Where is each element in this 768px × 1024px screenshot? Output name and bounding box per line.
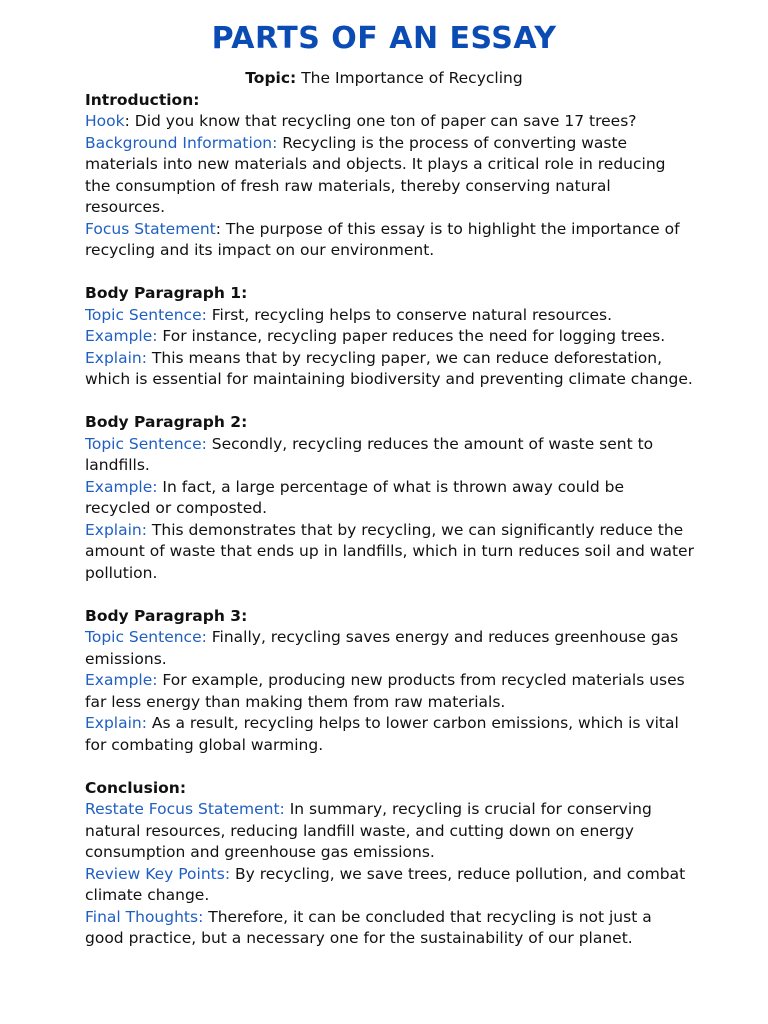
entry-text: As a result, recycling helps to lower carbon emissions, which is vital for combating global warming. (85, 714, 679, 754)
section-heading: Conclusion: (85, 778, 187, 797)
entry-topic-sentence (85, 434, 694, 477)
section-body-paragraph-1 (85, 283, 694, 391)
entry-text: : The purpose of this essay is to highlight the importance of recycling and its impact on our environment. (85, 219, 680, 259)
entry-text: First, recycling helps to conserve natural resources. (206, 305, 613, 324)
entry-label: Example: (85, 671, 158, 689)
section-heading: Body Paragraph 3: (85, 606, 248, 625)
entry-text: Therefore, it can be concluded that recycling is not just a good practice, but a necessary one for the sustainability of our planet. (85, 907, 652, 947)
entry-explain (85, 713, 694, 756)
topic-value: The Importance of Recycling (301, 69, 523, 87)
topic-line (74, 68, 694, 90)
entry-label: Explain: (85, 714, 147, 732)
entry-example (85, 326, 694, 348)
section-spacer (85, 391, 694, 413)
page-title: PARTS OF AN ESSAY (211, 21, 557, 56)
entry-label: Hook (85, 112, 125, 130)
entry-label: Background Information: (85, 133, 278, 152)
section-spacer (85, 756, 694, 778)
entry-topic-sentence (85, 305, 694, 327)
section-conclusion (85, 778, 694, 950)
section-body-paragraph-3 (85, 606, 694, 757)
entry-label: Restate Focus Statement: (85, 800, 285, 818)
section-heading: Body Paragraph 1: (85, 284, 248, 302)
entry-hook (85, 111, 694, 133)
entry-restate-focus-statement (85, 799, 694, 864)
entry-label: Explain: (85, 520, 147, 539)
entry-text: By recycling, we save trees, reduce pollution, and combat climate change. (85, 864, 686, 904)
entry-text: Recycling is the process of converting waste materials into new materials and objects. It plays a critical role in reducing the consumption of fresh raw materials, thereby conserving natural resources. (85, 133, 666, 216)
entry-text: For instance, recycling paper reduces the need for logging trees. (157, 327, 666, 345)
entry-text: Secondly, recycling reduces the amount of waste sent to landfills. (85, 434, 654, 474)
entry-explain (85, 348, 694, 391)
entry-text: This demonstrates that by recycling, we can significantly reduce the amount of waste that ends up in landfills, which in turn reduces soil and water pollution. (85, 520, 694, 582)
section-heading: Body Paragraph 2: (85, 413, 248, 431)
entry-review-key-points (85, 864, 694, 907)
entry-label: Focus Statement (85, 219, 216, 238)
entry-example (85, 477, 694, 520)
entry-focus-statement (85, 219, 694, 262)
entry-label: Final Thoughts: (85, 907, 204, 926)
section-body-paragraph-2 (85, 412, 694, 584)
entry-final-thoughts (85, 907, 694, 950)
section-heading: Introduction: (85, 90, 200, 109)
entry-text: For example, producing new products from recycled materials uses far less energy than making them from raw materials. (85, 671, 685, 711)
entry-text: : Did you know that recycling one ton of paper can save 17 trees? (124, 112, 637, 130)
entry-explain (85, 520, 694, 585)
entry-label: Topic Sentence: (85, 434, 207, 453)
section-introduction (85, 90, 694, 262)
section-spacer (85, 262, 694, 284)
entry-label: Explain: (85, 348, 147, 367)
entry-text: In summary, recycling is crucial for conserving natural resources, reducing landfill waste, and cutting down on energy consumption and greenhouse gas emissions. (85, 800, 652, 861)
entry-text: Finally, recycling saves energy and reduces greenhouse gas emissions. (85, 628, 679, 668)
entry-text: In fact, a large percentage of what is thrown away could be recycled or composted. (85, 477, 624, 517)
entry-background-information (85, 133, 694, 219)
entry-label: Example: (85, 477, 158, 496)
entry-label: Topic Sentence: (85, 628, 207, 646)
topic-key: Topic: (245, 69, 297, 87)
section-spacer (85, 584, 694, 606)
entry-label: Review Key Points: (85, 864, 231, 883)
entry-text: This means that by recycling paper, we can reduce deforestation, which is essential for maintaining biodiversity and preventing climate change. (85, 348, 693, 388)
entry-example (85, 670, 694, 713)
entry-label: Example: (85, 327, 158, 345)
entry-label: Topic Sentence: (85, 305, 207, 324)
entry-topic-sentence (85, 627, 694, 670)
